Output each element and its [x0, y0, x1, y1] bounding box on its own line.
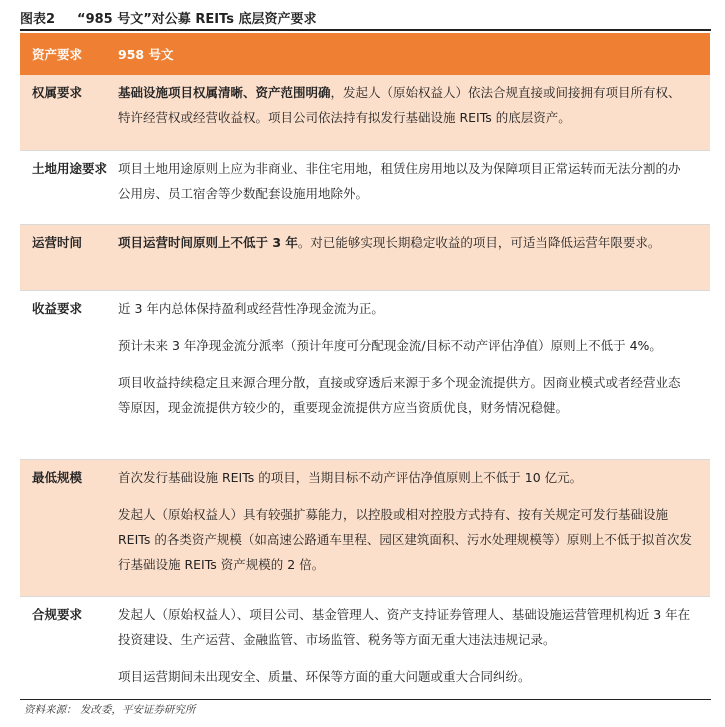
paragraph: 基础设施项目权属清晰、资产范围明确，发起人（原始权益人）依法合规直接或间接拥有项目所有权、特许经营权或经营收益权。项目公司依法持有拟发行基础设施 REITs 的底层资产。 — [118, 85, 681, 125]
row-content — [118, 291, 710, 460]
paragraph: 项目土地用途原则上应为非商业、非住宅用地，租赁住房用地以及为保障项目正常运转而无法分割的办公用房、员工宿舍等少数配套设施用地除外。 — [118, 161, 681, 201]
header-document: 958 号文 — [118, 33, 710, 75]
table-header-row — [20, 33, 710, 75]
paragraph: 首次发行基础设施 REITs 的项目，当期目标不动产评估净值原则上不低于 10 亿元。 — [118, 470, 583, 485]
figure-label: 图表2 — [20, 12, 56, 27]
paragraph: 项目运营期间未出现安全、质量、环保等方面的重大问题或重大合同纠纷。 — [118, 669, 531, 684]
bottom-rule — [20, 699, 711, 700]
row-content — [118, 75, 710, 151]
table-row — [20, 460, 710, 597]
figure-caption: “985 号文”对公募 REITs 底层资产要求 — [77, 12, 317, 27]
row-key: 收益要求 — [32, 301, 83, 316]
paragraph: 发起人（原始权益人）、项目公司、基金管理人、资产支持证券管理人、基础设施运营管理机构近 3 年在投资建设、生产运营、金融监管、市场监管、税务等方面无重大违法违规记录。 — [118, 607, 691, 647]
row-key: 合规要求 — [32, 607, 83, 622]
paragraph: 发起人（原始权益人）具有较强扩募能力，以控股或相对控股方式持有、按有关规定可发行基础设施 REITs 的各类资产规模（如高速公路通车里程、园区建筑面积、污水处理规模等）原则上不低于拟首次发行基础设施 REITs 资产规模的 2 倍。 — [118, 507, 692, 572]
table-row — [20, 225, 710, 291]
table-row — [20, 75, 710, 151]
header-asset-requirement: 资产要求 — [20, 33, 118, 75]
source-note: 资料来源： 发改委，平安证券研究所 — [24, 704, 196, 716]
row-key: 最低规模 — [20, 460, 118, 597]
row-content — [118, 460, 710, 597]
paragraph: 近 3 年内总体保持盈利或经营性净现金流为正。 — [118, 301, 384, 316]
table-row — [20, 151, 710, 225]
row-key: 权属要求 — [20, 75, 118, 151]
requirements-table — [20, 33, 710, 695]
row-key: 土地用途要求 — [32, 161, 108, 176]
paragraph: 项目运营时间原则上不低于 3 年。对已能够实现长期稳定收益的项目，可适当降低运营年限要求。 — [118, 235, 661, 250]
row-key: 运营时间 — [20, 225, 118, 291]
paragraph: 预计未来 3 年净现金流分派率（预计年度可分配现金流/目标不动产评估净值）原则上不低于 4%。 — [118, 338, 662, 353]
row-content — [118, 151, 710, 225]
table-row — [20, 291, 710, 460]
row-content — [118, 597, 710, 696]
row-content — [118, 225, 710, 291]
table-row — [20, 597, 710, 696]
title-rule — [20, 29, 711, 31]
paragraph: 项目收益持续稳定且来源合理分散，直接或穿透后来源于多个现金流提供方。因商业模式或者经营业态等原因，现金流提供方较少的，重要现金流提供方应当资质优良，财务情况稳健。 — [118, 375, 681, 415]
figure-title — [20, 8, 316, 27]
